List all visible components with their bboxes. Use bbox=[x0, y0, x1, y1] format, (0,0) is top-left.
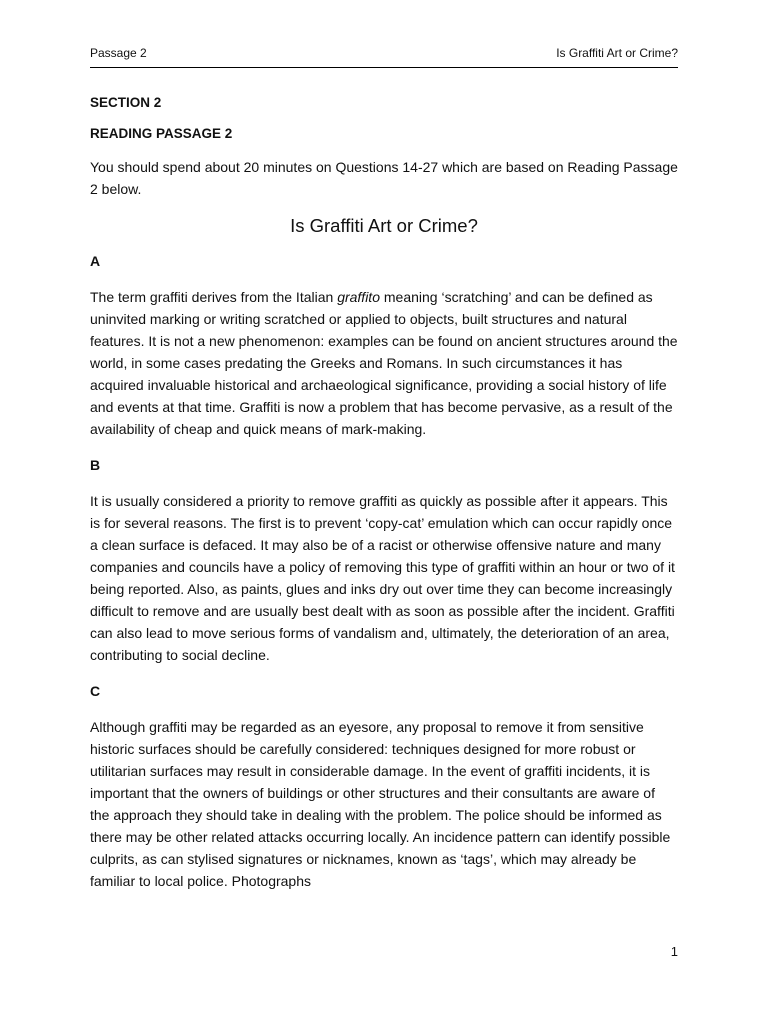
instructions-text: You should spend about 20 minutes on Questions 14-27 which are based on Reading Passage 2 below. bbox=[90, 159, 678, 197]
passage-title: Is Graffiti Art or Crime? bbox=[290, 215, 478, 236]
header-rule bbox=[90, 67, 678, 68]
document-body bbox=[90, 94, 678, 908]
page-number: 1 bbox=[670, 944, 678, 959]
paragraph-b: It is usually considered a priority to remove graffiti as quickly as possible after it appears. This is for several reasons. The first is to prevent ‘copy-cat’ emulation which can occur rapidly once a clean surface is defaced. It may also be of a racist or otherwise offensive nature and many companies and councils have a policy of removing this type of graffiti within an hour or two of it being reported. Also, as paints, glues and inks dry out over time they can become increasingly difficult to remove and are usually best dealt with as soon as possible after the incident. Graffiti can also lead to move serious forms of vandalism and, ultimately, the deterioration of an area, contributing to social decline. bbox=[90, 493, 675, 663]
section-heading: SECTION 2 bbox=[90, 95, 162, 110]
reading-passage-heading: READING PASSAGE 2 bbox=[90, 126, 233, 141]
paragraph-a bbox=[90, 286, 678, 440]
paragraph-a-italic-term: graffito bbox=[337, 289, 380, 305]
paragraph-letter-c: C bbox=[90, 683, 101, 699]
paragraph-c: Although graffiti may be regarded as an eyesore, any proposal to remove it from sensitive historic surfaces should be carefully considered: techniques designed for more robust or utilitarian surfaces may result in considerable damage. In the event of graffiti incidents, it is important that the owners of buildings or other structures and their consultants are aware of the approach they should take in dealing with the problem. The police should be informed as there may be other related attacks occurring locally. An incidence pattern can identify possible culprits, as can stylised signatures or nicknames, known as ‘tags’, which may already be familiar to local police. Photographs bbox=[90, 719, 671, 889]
paragraph-a-text-start: The term graffiti derives from the Italian bbox=[90, 289, 338, 305]
paragraph-letter-a: A bbox=[90, 253, 101, 269]
paragraph-letter-b: B bbox=[90, 457, 101, 473]
header-passage-label: Passage 2 bbox=[90, 46, 147, 60]
paragraph-a-text-end: meaning ‘scratching’ and can be defined as uninvited marking or writing scratched or applied to objects, built structures and natural features. It is not a new phenomenon: examples can be found on ancient structures around the world, in some cases predating the Greeks and Romans. In such circumstances it has acquired invaluable historical and archaeological significance, providing a social history of life and events at that time. Graffiti is now a problem that has become pervasive, as a result of the availability of cheap and quick means of mark-making. bbox=[90, 289, 678, 437]
running-header bbox=[90, 46, 678, 66]
header-passage-title: Is Graffiti Art or Crime? bbox=[556, 46, 678, 60]
